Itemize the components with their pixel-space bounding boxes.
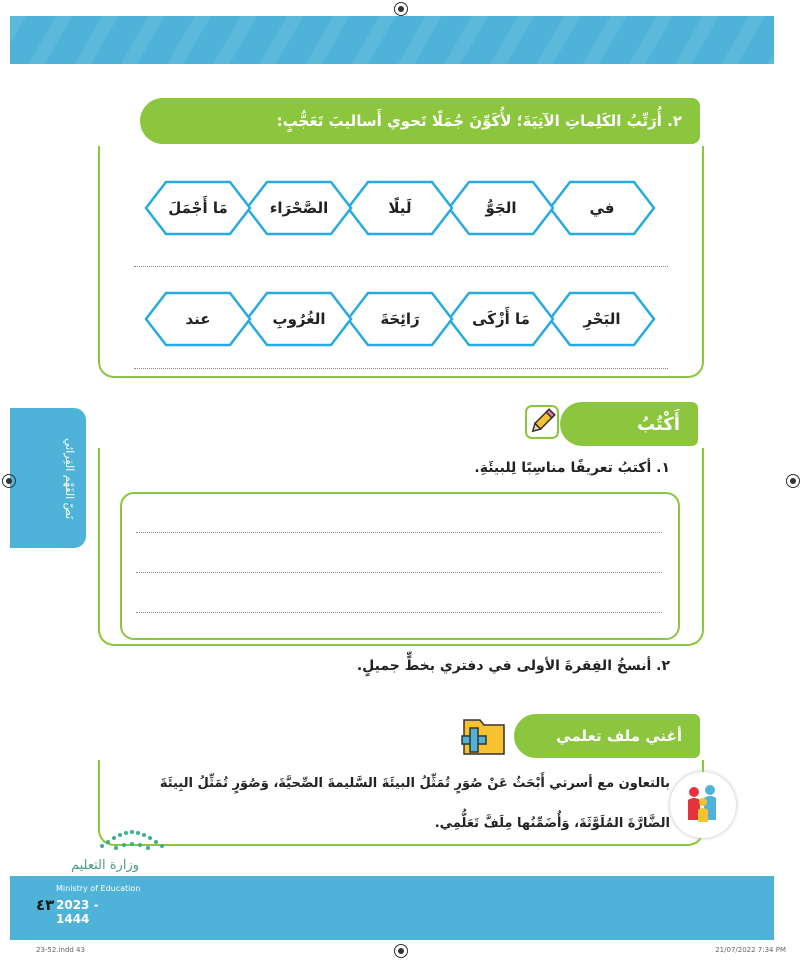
registration-mark-right-icon bbox=[786, 474, 800, 488]
pencil-icon bbox=[522, 402, 562, 442]
row1-word-4[interactable] bbox=[245, 180, 353, 236]
ministry-logo-icon bbox=[96, 826, 166, 856]
row2-word-3[interactable] bbox=[346, 291, 454, 347]
row2-word-label: رَائِحَةَ bbox=[380, 310, 420, 328]
row1-word-label: مَا أَجْمَلَ bbox=[168, 199, 228, 217]
write-title: أَكْتُبُ bbox=[636, 413, 680, 435]
answer-line-4[interactable] bbox=[136, 572, 662, 573]
enrich-banner bbox=[514, 714, 700, 758]
write-question-1: ١. أكتبُ تعريفًا مناسِبًا لِلبيئَةِ. bbox=[474, 460, 670, 476]
folder-plus-icon bbox=[458, 714, 510, 758]
row2-word-5[interactable] bbox=[144, 291, 252, 347]
row1-word-label: في bbox=[589, 199, 615, 217]
row2-word-label: عند bbox=[185, 310, 211, 328]
row1-word-label: لَيلًا bbox=[388, 199, 412, 217]
row2-word-label: الغُرُوبِ bbox=[272, 310, 326, 328]
enrich-text-line-1: بالتعاون مع أسرتي أَبْحَثُ عَنْ صُوَرٍ تُمَثِّلُ البيئَةَ السَّليمةَ الصِّحيَّةَ، وَصُوَرٍ تُمَثِّلُ البِيئَةَ bbox=[159, 776, 670, 791]
file-name: 23-52.indd 43 bbox=[36, 946, 85, 954]
exercise2-instruction: ٢. أُرَتِّبُ الكَلِماتِ الآتِيَةَ؛ لأُكَوِّنَ جُمَلًا تَحوي أَساليبَ تَعَجُّبٍ: bbox=[276, 112, 682, 130]
enrich-title: أغني ملف تعلمي bbox=[556, 727, 682, 745]
row2-word-1[interactable] bbox=[548, 291, 656, 347]
side-tab-label: نَصّ الفَهْم القِرائي bbox=[63, 438, 76, 520]
enrich-text-line-2: الضَّارَّةَ المُلَوَّثَةَ، وَأُضَمِّنُها مِلَفَّ تَعَلُّمِي. bbox=[434, 816, 670, 831]
row2-word-4[interactable] bbox=[245, 291, 353, 347]
row1-word-label: الجَوُّ bbox=[485, 199, 517, 217]
answer-line-1[interactable] bbox=[134, 266, 668, 267]
registration-mark-icon bbox=[394, 2, 408, 16]
write-question-2: ٢. أنسخُ الفِقرةَ الأولى في دفتري بخطٍّ جميلٍ. bbox=[356, 658, 670, 674]
ministry-name-ar: وزارة التعليم bbox=[70, 858, 140, 873]
exercise2-banner bbox=[140, 98, 700, 144]
row2-word-2[interactable] bbox=[447, 291, 555, 347]
header-pattern bbox=[10, 16, 774, 64]
row2-word-label: البَحْرِ bbox=[583, 310, 621, 328]
row1-word-label: الصَّحْرَاء bbox=[269, 199, 329, 217]
row1-word-1[interactable] bbox=[548, 180, 656, 236]
year-label: 2023 - 1444 bbox=[56, 898, 99, 926]
ministry-name-en: Ministry of Education bbox=[56, 884, 141, 893]
family-icon bbox=[670, 772, 736, 838]
answer-box[interactable] bbox=[120, 492, 680, 640]
answer-line-5[interactable] bbox=[136, 612, 662, 613]
row1-word-5[interactable] bbox=[144, 180, 252, 236]
write-banner bbox=[560, 402, 698, 446]
row1-word-3[interactable] bbox=[346, 180, 454, 236]
registration-mark-left-icon bbox=[2, 474, 16, 488]
row2-word-label: مَا أَزْكَى bbox=[472, 310, 530, 328]
answer-line-3[interactable] bbox=[136, 532, 662, 533]
row1-word-2[interactable] bbox=[447, 180, 555, 236]
page-number: ٤٣ bbox=[36, 896, 55, 914]
timestamp: 21/07/2022 7:34 PM bbox=[715, 946, 786, 954]
answer-line-2[interactable] bbox=[134, 368, 668, 369]
enrich-panel bbox=[98, 760, 704, 846]
registration-mark-bottom-icon bbox=[394, 944, 408, 958]
